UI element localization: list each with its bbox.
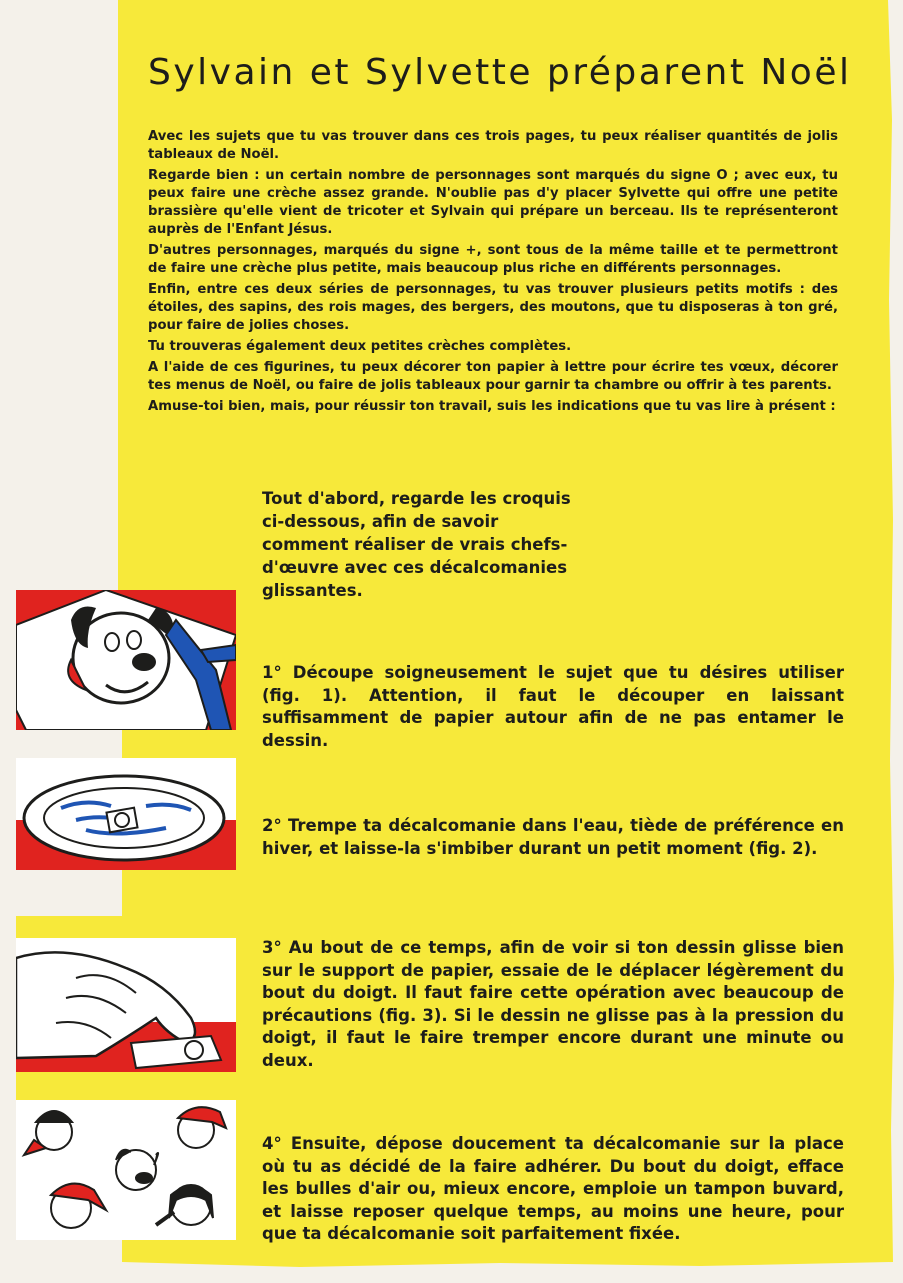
intro-paragraph: Enfin, entre ces deux séries de personnages, tu vas trouver plusieurs petits motifs : des étoiles, des sapins, des rois mages, des bergers, des moutons, que tu disposeras à ton gré, pour faire de jolies choses. bbox=[148, 282, 838, 333]
intro-paragraph: Avec les sujets que tu vas trouver dans ces trois pages, tu peux réaliser quantités de jolis tableaux de Noël. bbox=[148, 129, 838, 162]
lead-paragraph: Tout d'abord, regarde les croquis ci-dessous, afin de savoir comment réaliser de vrais chefs-d'œuvre avec ces décalcomanies glissantes. bbox=[262, 489, 571, 600]
intro-paragraph: D'autres personnages, marqués du signe +, sont tous de la même taille et te permettront de faire une crèche plus petite, mais beaucoup plus riche en différents personnages. bbox=[148, 243, 838, 276]
figure-2-water-dish bbox=[16, 758, 236, 870]
figure-4-characters bbox=[16, 1100, 236, 1240]
intro-paragraph: Tu trouveras également deux petites crèches complètes. bbox=[148, 339, 572, 354]
figure-1-cutting bbox=[16, 590, 236, 730]
step-2-text: 2° Trempe ta décalcomanie dans l'eau, tiède de préférence en hiver, et laisse-la s'imbiber durant un petit moment (fig. 2). bbox=[262, 816, 844, 858]
intro-text bbox=[148, 128, 838, 419]
intro-paragraph: Regarde bien : un certain nombre de personnages sont marqués du signe O ; avec eux, tu peux faire une crèche assez grande. N'oublie pas d'y placer Sylvette qui offre une petite brassière qu'elle vient de tricoter et Sylvain qui prépare un berceau. Ils te représenteront auprès de l'Enfant Jésus. bbox=[148, 168, 838, 237]
intro-paragraph: A l'aide de ces figurines, tu peux décorer ton papier à lettre pour écrire tes vœux, décorer tes menus de Noël, ou faire de jolis tableaux pour garnir ta chambre ou offrir à tes parents. bbox=[148, 360, 838, 393]
figure-3-finger-slide bbox=[16, 938, 236, 1072]
step-1-text: 1° Découpe soigneusement le sujet que tu désires utiliser (fig. 1). Attention, il faut le découper en laissant suffisamment de papier autour afin de ne pas entamer le dessin. bbox=[262, 663, 844, 750]
page-title: Sylvain et Sylvette préparent Noël bbox=[148, 52, 852, 93]
step-3-text: 3° Au bout de ce temps, afin de voir si ton dessin glisse bien sur le support de papier, essaie de le déplacer légèrement du bout du doigt. Il faut faire cette opération avec beaucoup de précautions (fig. 3). Si le dessin ne glisse pas à la pression du doigt, il faut le faire tremper encore durant une minute ou deux. bbox=[262, 938, 844, 1070]
step-4-text: 4° Ensuite, dépose doucement ta décalcomanie sur la place où tu as décidé de la faire adhérer. Du bout du doigt, efface les bulles d'air ou, mieux encore, emploie un tampon buvard, et laisse reposer quelque temps, au moins une heure, pour que ta décalcomanie soit parfaitement fixée. bbox=[262, 1134, 844, 1243]
intro-paragraph: Amuse-toi bien, mais, pour réussir ton travail, suis les indications que tu vas lire à présent : bbox=[148, 399, 836, 414]
